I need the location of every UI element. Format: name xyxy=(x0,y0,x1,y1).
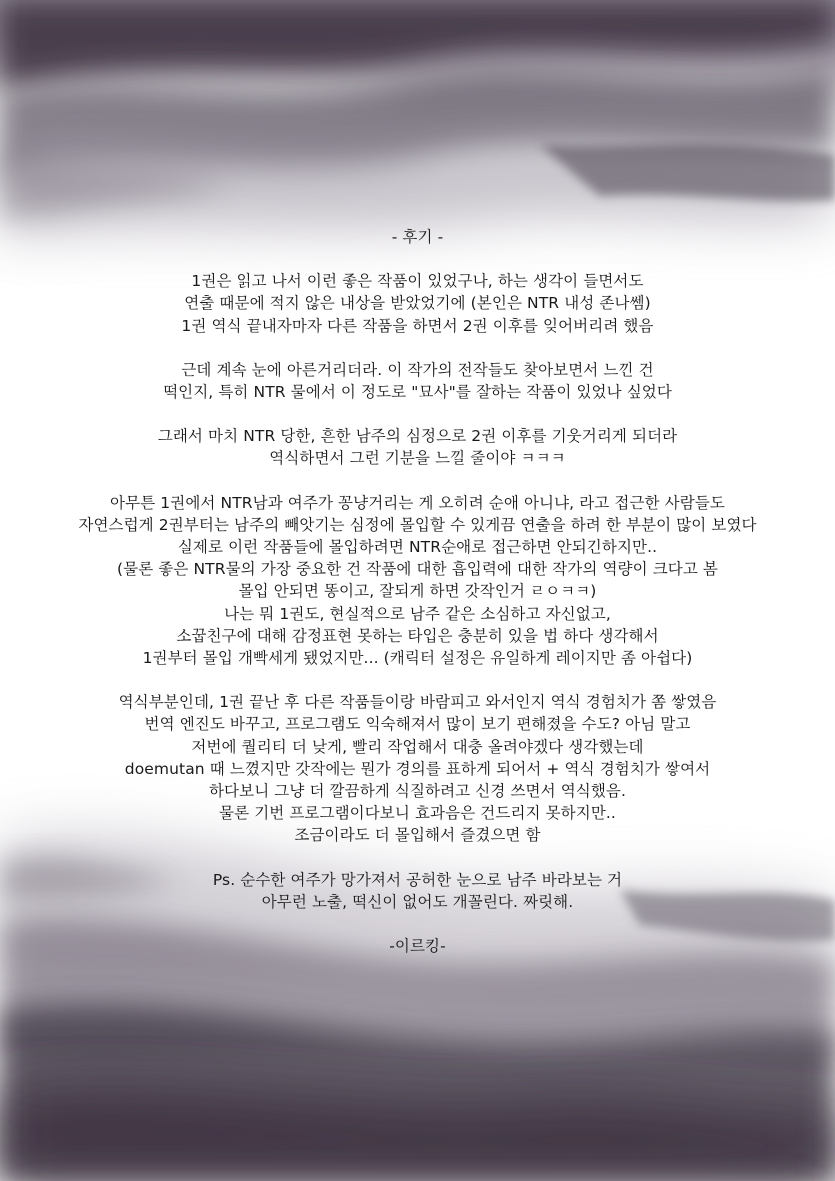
text-line: 아무튼 1권에서 NTR남과 여주가 꽁냥거리는 게 오히려 순애 아니냐, 라고 접근한 사람들도 xyxy=(110,493,725,512)
text-line: 그래서 마치 NTR 당한, 흔한 남주의 심정으로 2권 이후를 기웃거리게 되더라 xyxy=(157,427,678,446)
text-line: doemutan 때 느꼈지만 갓작에는 뭔가 경의를 표하게 되어서 + 역식 경험치가 쌓여서 xyxy=(124,759,711,778)
text-line: 물론 기번 프로그램이다보니 효과음은 건드리지 못하지만.. xyxy=(219,804,616,823)
signature: -이르킹- xyxy=(389,937,446,956)
paragraph-5 xyxy=(0,691,835,846)
paragraph-4 xyxy=(0,492,835,670)
text-line: 나는 뭐 1권도, 현실적으로 남주 같은 소심하고 자신없고, xyxy=(224,604,611,623)
text-line: 역식하면서 그런 기분을 느낄 줄이야 ㅋㅋㅋ xyxy=(269,449,566,468)
text-line: 아무런 노출, 떡신이 없어도 개꼴린다. 짜릿해. xyxy=(261,892,574,911)
paragraph-3 xyxy=(0,425,835,469)
text-line: Ps. 순수한 여주가 망가져서 공허한 눈으로 남주 바라보는 거 xyxy=(212,870,623,889)
text-line: 역식부분인데, 1권 끝난 후 다른 작품들이랑 바람피고 와서인지 역식 경험치가 쫌 쌓였음 xyxy=(118,693,717,712)
paragraph-6 xyxy=(0,869,835,913)
text-line: 1권 역식 끝내자마자 다른 작품을 하면서 2권 이후를 잊어버리려 했음 xyxy=(181,316,654,335)
afterword-title: - 후기 - xyxy=(391,228,444,246)
text-line: 저번에 퀄리티 더 낮게, 빨리 작업해서 대충 올려야겠다 생각했는데 xyxy=(191,737,644,756)
text-line: 몰입 안되면 똥이고, 잘되게 하면 갓작인거 ㄹㅇㅋㅋ) xyxy=(238,582,597,601)
text-line: 연출 때문에 적지 않은 내상을 받았었기에 (본인은 NTR 내성 존나쎔) xyxy=(184,294,651,313)
text-line: 실제로 이런 작품들에 몰입하려면 NTR순애로 접근하면 안되긴하지만.. xyxy=(177,538,658,557)
paragraph-1 xyxy=(0,270,835,337)
text-line: 자연스럽게 2권부터는 남주의 빼앗기는 심정에 몰입할 수 있게끔 연출을 하려 한 부분이 많이 보였다 xyxy=(78,515,757,534)
text-line: 1권부터 몰입 개빡세게 됐었지만... (캐릭터 설정은 유일하게 레이지만 좀 아쉽다) xyxy=(142,649,693,668)
text-line: 근데 계속 눈에 아른거리더라. 이 작가의 전작들도 찾아보면서 느낀 건 xyxy=(181,360,654,379)
text-line: (물론 좋은 NTR물의 가장 중요한 건 작품에 대한 흡입력에 대한 작가의 역량이 크다고 봄 xyxy=(116,560,719,579)
text-line: 소꿉친구에 대해 감정표현 못하는 타입은 충분히 있을 법 하다 생각해서 xyxy=(176,626,659,645)
afterword-text xyxy=(0,226,835,957)
paragraph-2 xyxy=(0,359,835,403)
text-line: 떡인지, 특히 NTR 물에서 이 정도로 "묘사"를 잘하는 작품이 있었나 싶었다 xyxy=(163,383,672,402)
text-line: 1권은 읽고 나서 이런 좋은 작품이 있었구나, 하는 생각이 들면서도 xyxy=(191,272,644,291)
text-line: 하다보니 그냥 더 깔끔하게 식질하려고 신경 쓰면서 역식했음. xyxy=(208,782,627,801)
top-cloud-band xyxy=(0,0,835,235)
text-line: 번역 엔진도 바꾸고, 프로그램도 익숙해져서 많이 보기 편해졌을 수도? 아님 말고 xyxy=(144,715,691,734)
text-line: 조금이라도 더 몰입해서 즐겼으면 함 xyxy=(294,826,541,845)
